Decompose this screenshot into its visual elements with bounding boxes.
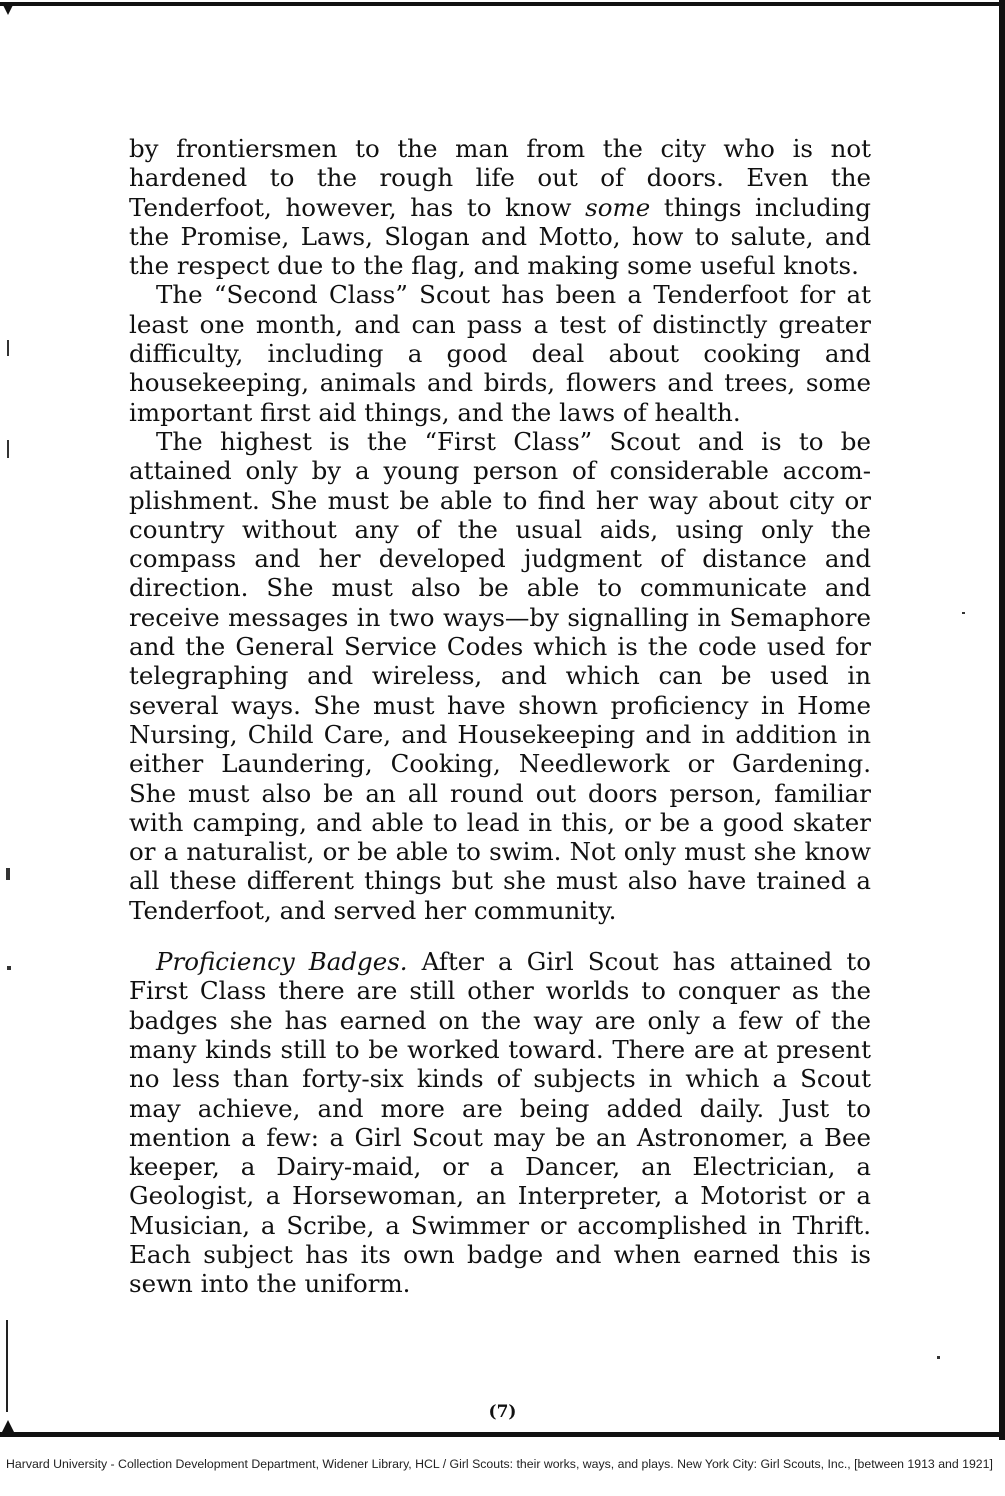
scan-margin-mark: [6, 1320, 8, 1412]
paragraph-second-class: [129, 280, 871, 426]
corner-marker-top: [2, 3, 14, 15]
page-number: (7): [488, 1402, 517, 1422]
scan-speck: [962, 612, 965, 614]
scan-border-right: [999, 0, 1005, 1440]
paragraph-proficiency-badges: [129, 947, 871, 1299]
scan-border-bottom: [0, 1432, 1005, 1437]
section-heading: Proficiency Badges.: [156, 947, 408, 977]
scan-speck: [6, 868, 10, 880]
paragraph-text: After a Girl Scout has attained to First Class there are still other worlds to conquer as the badges she has earned on the way are only a few of the many kinds still to be worked toward. There are at present no less than forty-six kinds of subjects in which a Scout may achieve, and more are being added daily. Just to mention a few: a Girl Scout may be an Astronomer, a Bee keeper, a Dairy-maid, or a Dancer, an Electrician, a Geologist, a Horsewoman, an Interpreter, a Motorist or a Musician, a Scribe, a Swimmer or accomplished in Thrift. Each subject has its own badge and when earned this is sewn into the uniform.: [129, 947, 871, 1299]
citation-footer: Harvard University - Collection Development Department, Widener Library, HCL / Girl Scouts: their works, ways, and plays. New York City: Girl Scouts, Inc., [between 1913 and 1921]: [6, 1457, 993, 1471]
paragraph-text: The highest is the “First Class” Scout and is to be attained only by a young person of considerable accomplishment. She must be able to find her way about city or country without any of the usual aids, using only the compass and her developed judgment of distance and direction. She must also be able to communicate and receive messages in two ways—by signalling in Semaphore and the General Service Codes which is the code used for telegraphing and wireless, and which can be used in several ways. She must have shown proficiency in Home Nursing, Child Care, and Housekeeping and in addition in either Laundering, Cooking, Needlework or Gardening. She must also be an all round out doors person, familiar with camping, and able to lead in this, or be a good skater or a naturalist, or be able to swim. Not only must she know all these different things but she must also have trained a Tenderfoot, and served her community.: [129, 426, 871, 925]
scan-speck: [7, 966, 11, 970]
paragraph-first-class: [129, 427, 871, 925]
body-text: [129, 134, 871, 1299]
scan-border-top: [0, 2, 1005, 6]
scan-speck: [937, 1356, 940, 1359]
italic-emphasis: some: [585, 192, 651, 222]
scan-speck: [7, 440, 9, 458]
paragraph-text: The “Second Class” Scout has been a Tenderfoot for at least one month, and can pass a test of distinctly greater difficulty, including a good deal about cooking and housekeeping, animals and birds, flowers and trees, some important first aid things, and the laws of health.: [129, 280, 871, 427]
scan-speck: [7, 340, 9, 356]
paragraph-text: by frontiersmen to the man from the city who is not hardened to the rough life out of doors. Even the Tenderfoot, however, has to know: [129, 134, 871, 222]
paragraph-tenderfoot: [129, 134, 871, 280]
paragraph-text: things including the Promise, Laws, Slogan and Motto, how to salute, and the respect due to the flag, and making some useful knots.: [129, 192, 871, 281]
